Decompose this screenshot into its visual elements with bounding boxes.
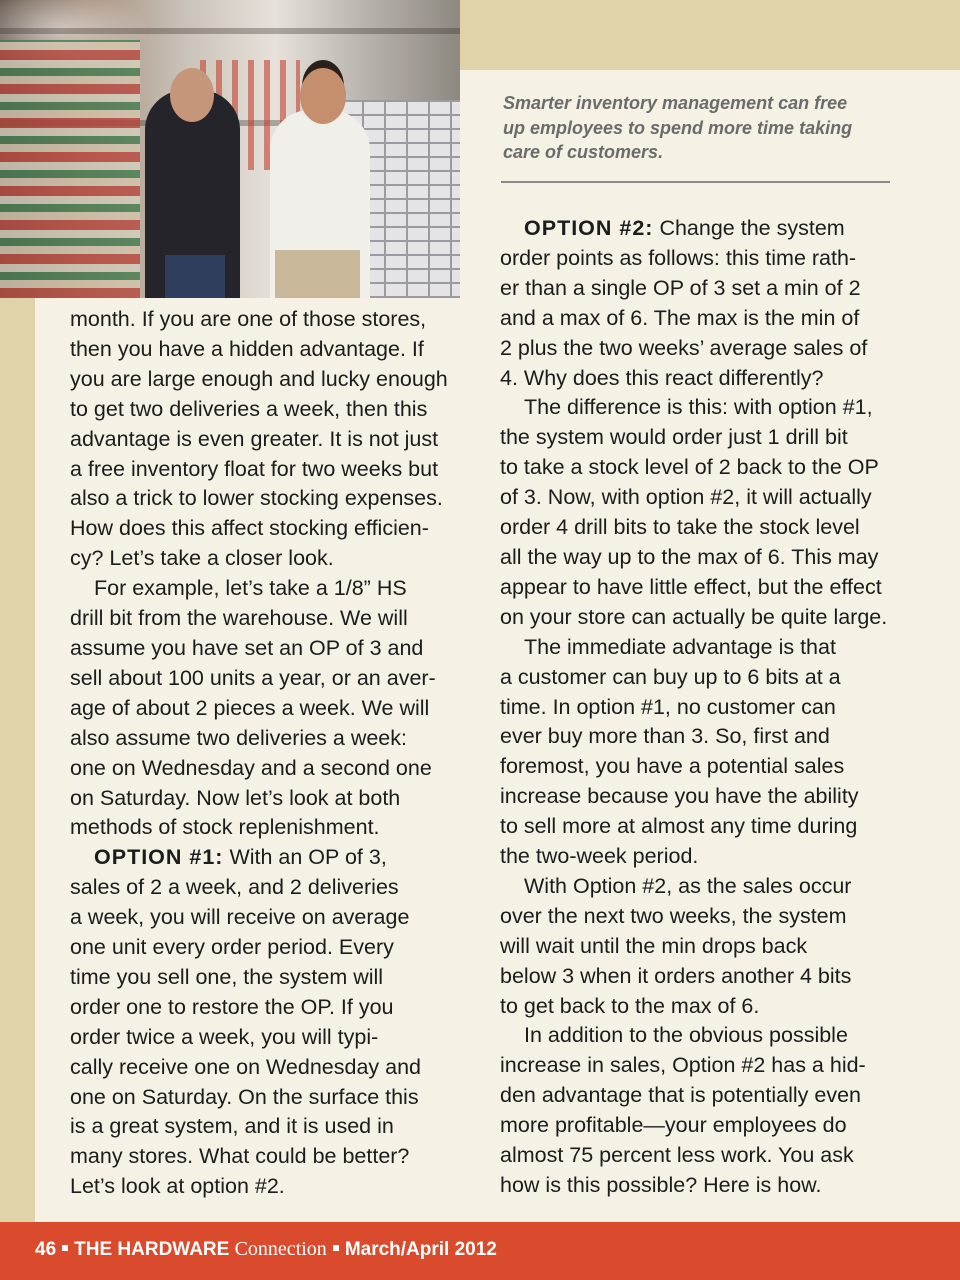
- separator-square-icon: [62, 1245, 68, 1251]
- caption-line: Smarter inventory management can free: [503, 93, 848, 113]
- paragraph: OPTION #2: Change the system order points as follows: this time rath- er than a single OP of 3 set a min of 2 and a max of 6. The max is the min of 2 plus the two weeks’ average sales of 4. Why does this react differently?: [500, 216, 868, 390]
- option-1-label: OPTION #1:: [94, 845, 224, 870]
- paragraph: The immediate advantage is that a customer can buy up to 6 bits at a time. In option #1, no customer can ever buy more than 3. So, first and foremost, you have a potential sales increase because you have the ability to sell more at almost any time during the two-week period.: [500, 634, 859, 869]
- caption-line: up employees to spend more time taking: [503, 117, 853, 138]
- store-aisle-photo: [0, 0, 460, 298]
- top-accent-band: [460, 0, 960, 70]
- caption-line: care of customers.: [503, 142, 664, 162]
- caption-divider: [501, 181, 890, 183]
- paragraph: For example, let’s take a 1/8” HS drill bit from the warehouse. We will assume you have set an OP of 3 and sell about 100 units a year, or an aver- age of about 2 pieces a week. We will also assume two deliveries a week: one on Wednesday and a second one on Saturday. Now let’s look at both methods of stock replenishment.: [70, 576, 436, 840]
- page-number: 46: [35, 1239, 57, 1260]
- photo-caption: [503, 91, 903, 165]
- magazine-name: THE HARDWARE: [74, 1239, 230, 1260]
- paragraph: month. If you are one of those stores, then you have a hidden advantage. If you are large enough and lucky enough to get two deliveries a week, then this advantage is even greater. It is not just a free inventory float for two weeks but also a trick to lower stocking expenses. How does this affect stocking efficien- cy? Let’s take a closer look.: [70, 307, 448, 571]
- page-footer: [35, 1238, 497, 1261]
- option-2-label: OPTION #2:: [524, 216, 654, 240]
- paragraph: OPTION #1: With an OP of 3, sales of 2 a week, and 2 deliveries a week, you will receive on average one unit every order period. Every time you sell one, the system will order one to restore the OP. If you order twice a week, you will typi- cally receive one on Wednesday and one on Saturday. On the surface this is a great system, and it is used in many stores. What could be better? Let’s look at option #2.: [70, 845, 421, 1199]
- paragraph: The difference is this: with option #1, the system would order just 1 drill bit to take a stock level of 2 back to the OP of 3. Now, with option #2, it will actually order 4 drill bits to take the stock level all the way up to the max of 6. This may appear to have little effect, but the effect on your store can actually be quite large.: [500, 395, 888, 629]
- paragraph: With Option #2, as the sales occur over the next two weeks, the system will wait until the min drops back below 3 when it orders another 4 bits to get back to the max of 6.: [500, 873, 852, 1018]
- left-column: [70, 305, 485, 1202]
- issue-date: March/April 2012: [344, 1239, 497, 1260]
- magazine-name-script: Connection: [234, 1238, 327, 1260]
- right-column: [500, 214, 912, 1201]
- separator-square-icon: [333, 1245, 339, 1251]
- paragraph: In addition to the obvious possible increase in sales, Option #2 has a hid- den advantage that is potentially even more profitable—your employees do almost 75 percent less work. You ask how is this possible? Here is how.: [500, 1023, 866, 1197]
